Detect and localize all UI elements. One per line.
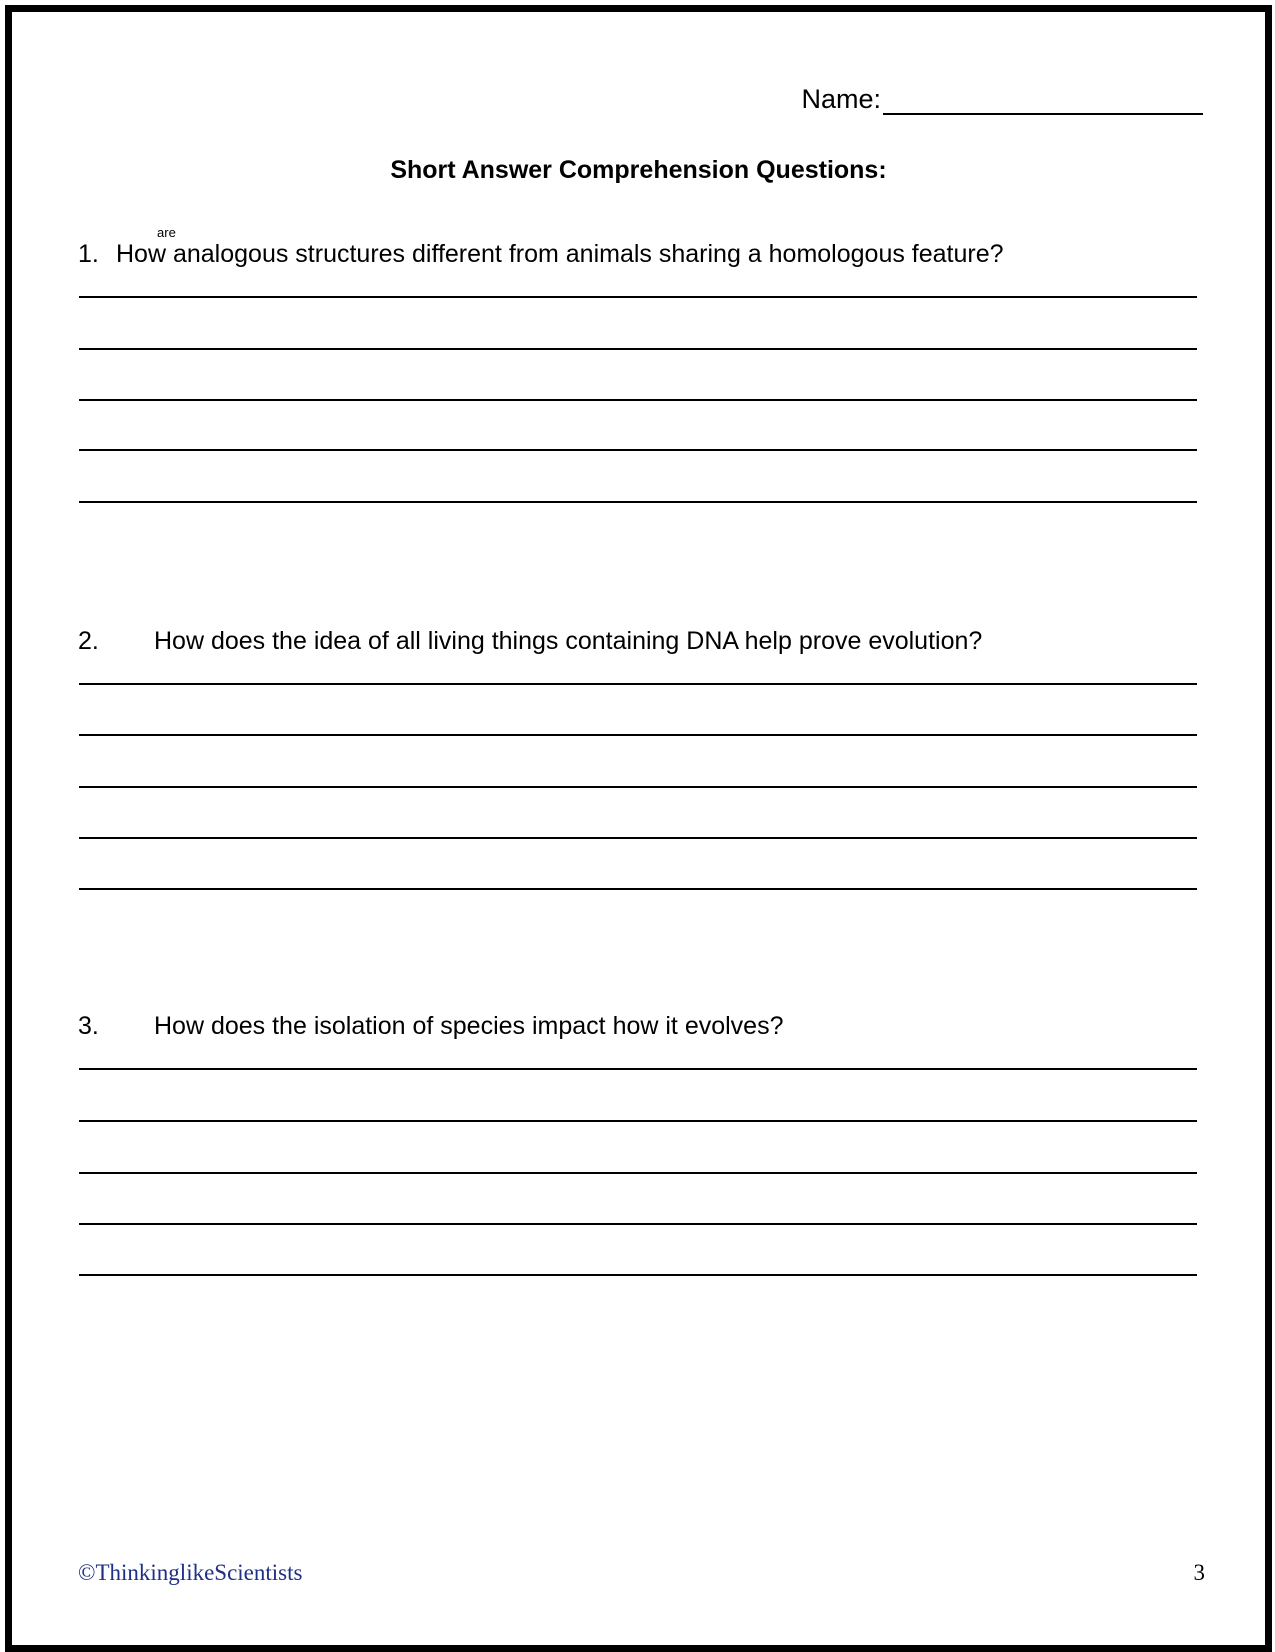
worksheet-page [5, 5, 1272, 1652]
answer-line[interactable] [79, 449, 1197, 451]
answer-line[interactable] [79, 734, 1197, 736]
page-number: 3 [1193, 1560, 1205, 1585]
answer-line[interactable] [79, 399, 1197, 401]
name-label: Name: [801, 84, 881, 114]
answer-line[interactable] [79, 501, 1197, 503]
question-lead-word: How [116, 240, 167, 268]
question-number: 3. [78, 1012, 99, 1040]
answer-line[interactable] [79, 348, 1197, 350]
question-number: 2. [78, 627, 99, 655]
question-text: How does the idea of all living things containing DNA help prove evolution? [154, 627, 983, 655]
question-1 [78, 225, 1004, 269]
question-text: analogous structures different from animals sharing a homologous feature? [172, 240, 1004, 268]
question-3 [78, 1012, 784, 1041]
answer-line[interactable] [79, 1172, 1197, 1174]
inserted-word: are [157, 225, 176, 240]
question-text: How does the isolation of species impact how it evolves? [154, 1012, 784, 1040]
answer-line[interactable] [79, 1223, 1197, 1225]
answer-line[interactable] [79, 1120, 1197, 1122]
answer-line[interactable] [79, 1068, 1197, 1070]
copyright-text: ©ThinkinglikeScientists [78, 1560, 303, 1585]
answer-line[interactable] [79, 296, 1197, 298]
answer-line[interactable] [79, 837, 1197, 839]
name-blank-line[interactable] [883, 85, 1203, 115]
page-title: Short Answer Comprehension Questions: [390, 156, 887, 184]
answer-line[interactable] [79, 888, 1197, 890]
name-field [801, 84, 1203, 115]
question-2 [78, 627, 982, 656]
question-number: 1. [78, 240, 99, 268]
answer-line[interactable] [79, 683, 1197, 685]
answer-line[interactable] [79, 786, 1197, 788]
answer-line[interactable] [79, 1274, 1197, 1276]
